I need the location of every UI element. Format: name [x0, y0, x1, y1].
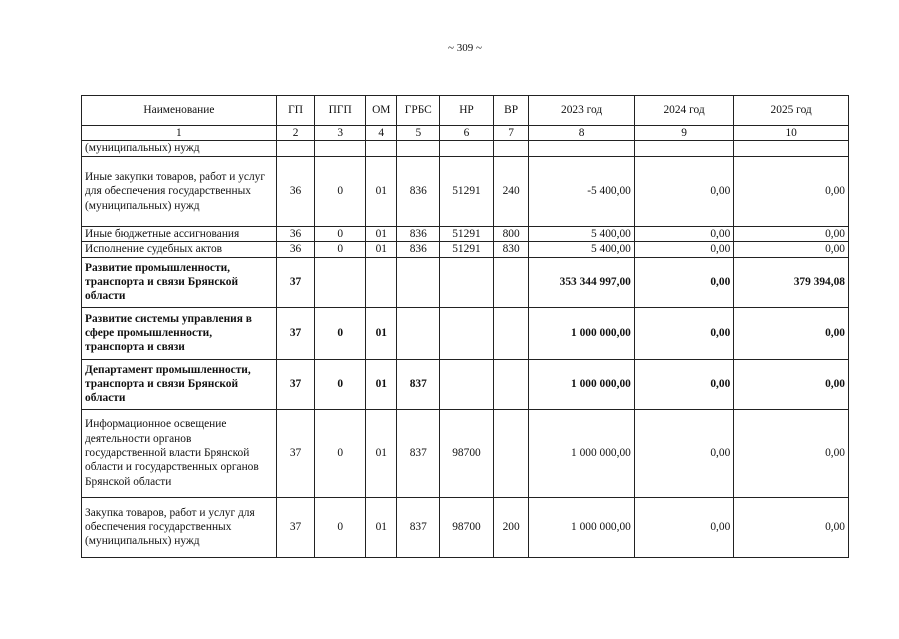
row-name: Информационное освещение деятельности органов государственной власти Брянской области и государственных органов Брянской области	[82, 409, 277, 497]
column-number: 7	[493, 126, 529, 141]
row-2023: -5 400,00	[529, 156, 635, 226]
row-grbs: 837	[397, 409, 440, 497]
row-2024: 0,00	[634, 497, 733, 557]
row-pgp	[315, 257, 366, 307]
header-gp: ГП	[276, 96, 315, 126]
row-gp: 37	[276, 359, 315, 409]
row-grbs	[397, 257, 440, 307]
row-vr: 800	[493, 226, 529, 241]
header-grbs: ГРБС	[397, 96, 440, 126]
table-row	[82, 257, 849, 307]
row-pgp: 0	[315, 226, 366, 241]
column-number: 1	[82, 126, 277, 141]
header-nr: НР	[440, 96, 494, 126]
column-number: 10	[734, 126, 849, 141]
row-om: 01	[366, 242, 397, 257]
row-nr: 98700	[440, 497, 494, 557]
row-nr: 98700	[440, 409, 494, 497]
row-2024	[634, 141, 733, 156]
budget-table	[81, 95, 849, 558]
row-vr	[493, 409, 529, 497]
row-2023: 5 400,00	[529, 242, 635, 257]
row-name: Департамент промышленности, транспорта и связи Брянской области	[82, 359, 277, 409]
row-name: Исполнение судебных актов	[82, 242, 277, 257]
row-gp: 37	[276, 409, 315, 497]
row-2025: 0,00	[734, 409, 849, 497]
header-2024: 2024 год	[634, 96, 733, 126]
row-grbs	[397, 141, 440, 156]
row-pgp: 0	[315, 307, 366, 359]
row-vr	[493, 359, 529, 409]
row-om: 01	[366, 226, 397, 241]
header-vr: ВР	[493, 96, 529, 126]
row-2025: 0,00	[734, 226, 849, 241]
header-om: ОМ	[366, 96, 397, 126]
row-om	[366, 141, 397, 156]
row-pgp: 0	[315, 497, 366, 557]
row-2025: 0,00	[734, 156, 849, 226]
column-number: 3	[315, 126, 366, 141]
row-name: Развитие системы управления в сфере промышленности, транспорта и связи	[82, 307, 277, 359]
row-om: 01	[366, 307, 397, 359]
row-gp: 37	[276, 257, 315, 307]
row-2025: 379 394,08	[734, 257, 849, 307]
column-number-row	[82, 126, 849, 141]
row-vr: 830	[493, 242, 529, 257]
table-row	[82, 359, 849, 409]
row-gp	[276, 141, 315, 156]
row-grbs: 837	[397, 359, 440, 409]
row-2025: 0,00	[734, 307, 849, 359]
row-2023: 1 000 000,00	[529, 307, 635, 359]
row-name: Иные бюджетные ассигнования	[82, 226, 277, 241]
table-row	[82, 497, 849, 557]
row-nr: 51291	[440, 156, 494, 226]
row-vr	[493, 141, 529, 156]
table-row	[82, 409, 849, 497]
row-om: 01	[366, 156, 397, 226]
column-number: 4	[366, 126, 397, 141]
row-pgp	[315, 141, 366, 156]
table-row	[82, 141, 849, 156]
row-2023: 1 000 000,00	[529, 409, 635, 497]
row-name: (муниципальных) нужд	[82, 141, 277, 156]
row-nr	[440, 141, 494, 156]
row-vr	[493, 307, 529, 359]
row-vr	[493, 257, 529, 307]
row-2025: 0,00	[734, 497, 849, 557]
row-grbs	[397, 307, 440, 359]
column-number: 5	[397, 126, 440, 141]
row-name: Иные закупки товаров, работ и услуг для обеспечения государственных (муниципальных) нужд	[82, 156, 277, 226]
row-2025	[734, 141, 849, 156]
row-name: Развитие промышленности, транспорта и связи Брянской области	[82, 257, 277, 307]
row-om	[366, 257, 397, 307]
row-gp: 36	[276, 242, 315, 257]
row-gp: 36	[276, 156, 315, 226]
row-2024: 0,00	[634, 156, 733, 226]
row-2025: 0,00	[734, 242, 849, 257]
column-number: 6	[440, 126, 494, 141]
column-number: 8	[529, 126, 635, 141]
row-nr	[440, 307, 494, 359]
row-nr	[440, 359, 494, 409]
row-grbs: 836	[397, 226, 440, 241]
column-number: 2	[276, 126, 315, 141]
row-nr: 51291	[440, 242, 494, 257]
row-name: Закупка товаров, работ и услуг для обеспечения государственных (муниципальных) нужд	[82, 497, 277, 557]
header-2023: 2023 год	[529, 96, 635, 126]
row-nr: 51291	[440, 226, 494, 241]
table-row	[82, 226, 849, 241]
row-om: 01	[366, 359, 397, 409]
column-number: 9	[634, 126, 733, 141]
row-2024: 0,00	[634, 257, 733, 307]
row-gp: 37	[276, 307, 315, 359]
header-row	[82, 96, 849, 126]
row-grbs: 836	[397, 156, 440, 226]
row-gp: 37	[276, 497, 315, 557]
row-2023	[529, 141, 635, 156]
row-2023: 5 400,00	[529, 226, 635, 241]
row-2024: 0,00	[634, 359, 733, 409]
row-vr: 200	[493, 497, 529, 557]
page-number: ~ 309 ~	[448, 42, 482, 54]
table-row	[82, 307, 849, 359]
row-2024: 0,00	[634, 307, 733, 359]
row-pgp: 0	[315, 359, 366, 409]
row-2024: 0,00	[634, 226, 733, 241]
row-grbs: 837	[397, 497, 440, 557]
table-row	[82, 156, 849, 226]
header-pgp: ПГП	[315, 96, 366, 126]
header-name: Наименование	[82, 96, 277, 126]
row-vr: 240	[493, 156, 529, 226]
row-grbs: 836	[397, 242, 440, 257]
row-2023: 1 000 000,00	[529, 497, 635, 557]
row-2025: 0,00	[734, 359, 849, 409]
row-gp: 36	[276, 226, 315, 241]
row-pgp: 0	[315, 409, 366, 497]
row-om: 01	[366, 409, 397, 497]
row-nr	[440, 257, 494, 307]
row-pgp: 0	[315, 156, 366, 226]
header-2025: 2025 год	[734, 96, 849, 126]
row-pgp: 0	[315, 242, 366, 257]
row-2024: 0,00	[634, 409, 733, 497]
table-row	[82, 242, 849, 257]
row-om: 01	[366, 497, 397, 557]
row-2023: 353 344 997,00	[529, 257, 635, 307]
row-2024: 0,00	[634, 242, 733, 257]
row-2023: 1 000 000,00	[529, 359, 635, 409]
